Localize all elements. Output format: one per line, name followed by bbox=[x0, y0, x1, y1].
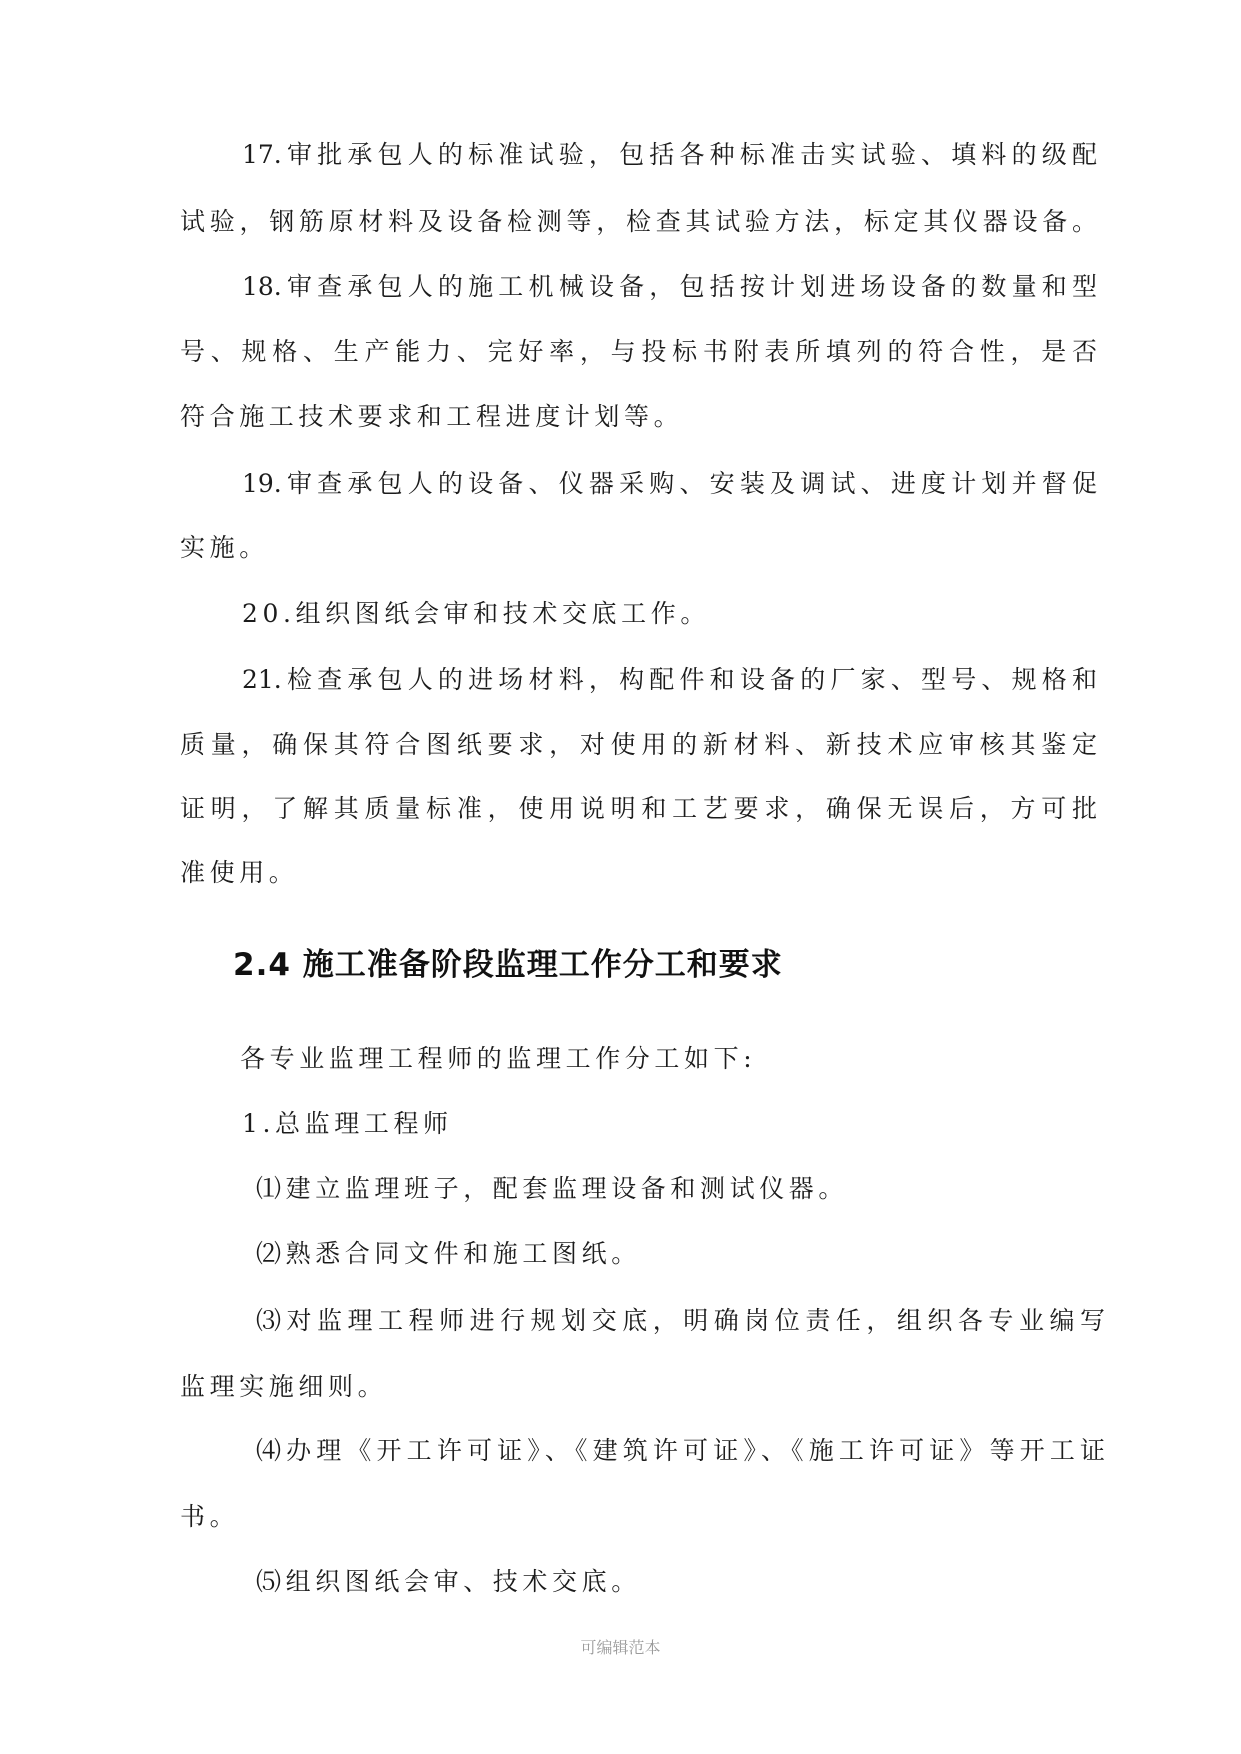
item-19-line-1: 19.审查承包人的设备、仪器采购、安装及调试、进度计划并督促 bbox=[242, 469, 1097, 498]
item-21-line-3: 证明，了解其质量标准，使用说明和工艺要求，确保无误后，方可批 bbox=[180, 794, 1097, 823]
duty-3-line-2: 监理实施细则。 bbox=[180, 1372, 388, 1401]
item-19-line-2: 实施。 bbox=[180, 533, 269, 562]
item-17-line-2: 试验，钢筋原材料及设备检测等，检查其试验方法，标定其仪器设备。 bbox=[180, 207, 1097, 236]
duty-4-line-2: 书。 bbox=[180, 1502, 240, 1531]
duty-2-line-1: ⑵熟悉合同文件和施工图纸。 bbox=[256, 1239, 641, 1268]
section-intro: 各专业监理工程师的监理工作分工如下: bbox=[240, 1044, 757, 1073]
item-21-line-4: 准使用。 bbox=[180, 858, 299, 887]
section-heading: 2.4 施工准备阶段监理工作分工和要求 bbox=[233, 947, 783, 983]
item-21-line-2: 质量，确保其符合图纸要求，对使用的新材料、新技术应审核其鉴定 bbox=[180, 730, 1097, 759]
duty-3-line-1: ⑶对监理工程师进行规划交底，明确岗位责任，组织各专业编写 bbox=[256, 1306, 1105, 1335]
item-20-line-1: 20.组织图纸会审和技术交底工作。 bbox=[242, 599, 710, 628]
item-18-line-2: 号、规格、生产能力、完好率，与投标书附表所填列的符合性，是否 bbox=[180, 337, 1097, 366]
page-footer: 可编辑范本 bbox=[580, 1638, 661, 1657]
item-17-line-1: 17.审批承包人的标准试验，包括各种标准击实试验、填料的级配 bbox=[242, 140, 1097, 169]
duty-1-line-1: ⑴建立监理班子，配套监理设备和测试仪器。 bbox=[256, 1174, 849, 1203]
item-18-line-1: 18.审查承包人的施工机械设备，包括按计划进场设备的数量和型 bbox=[242, 272, 1097, 301]
duty-5-line-1: ⑸组织图纸会审、技术交底。 bbox=[256, 1567, 641, 1596]
duty-4-line-1: ⑷办理《开工许可证》、《建筑许可证》、《施工许可证》等开工证 bbox=[256, 1436, 1105, 1465]
item-18-line-3: 符合施工技术要求和工程进度计划等。 bbox=[180, 402, 684, 431]
item-21-line-1: 21.检查承包人的进场材料，构配件和设备的厂家、型号、规格和 bbox=[242, 665, 1097, 694]
role-title: 1.总监理工程师 bbox=[242, 1109, 453, 1138]
